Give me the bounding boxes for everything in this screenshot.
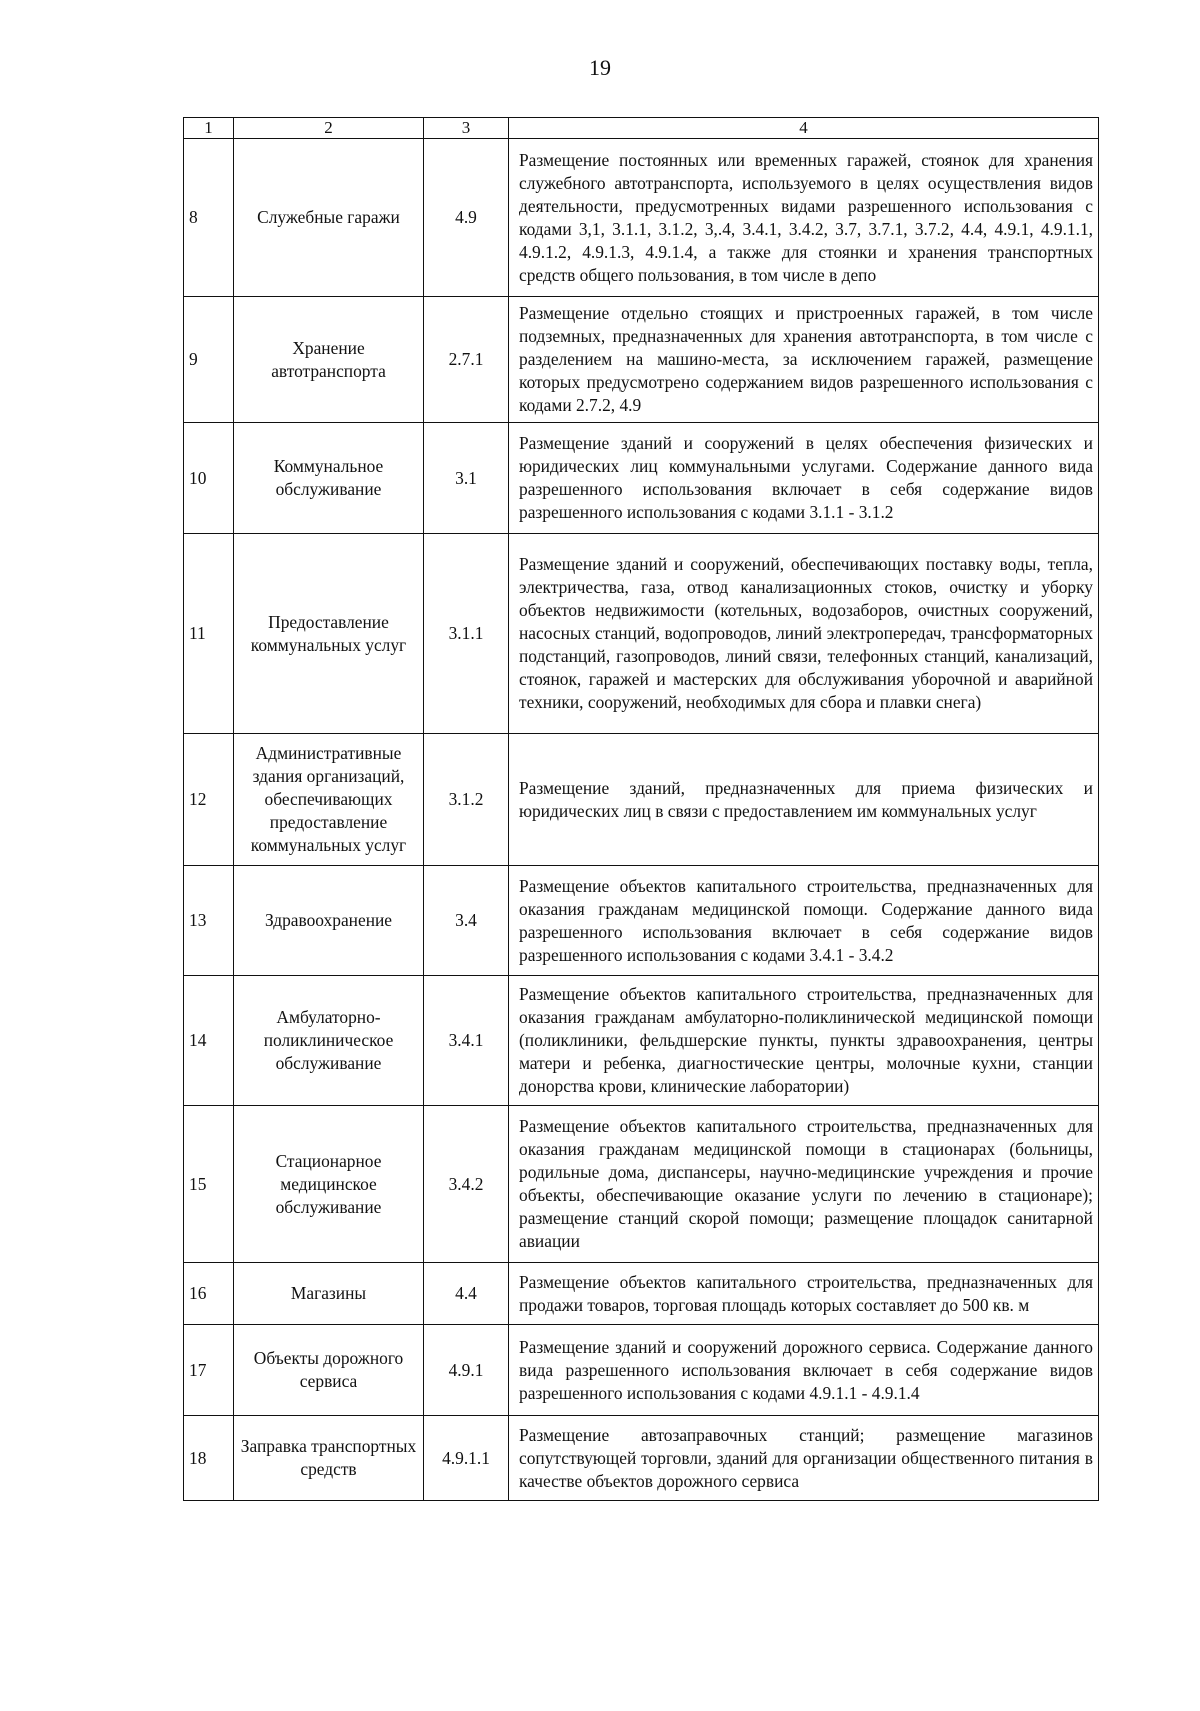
land-use-description: Размещение зданий и сооружений, обеспечивающих поставку воды, тепла, электричества, газа, отвод канализационных стоков, очистку и уборку объектов недвижимости (котельных, водозаборов, очистных сооружений, насосных станций, водопроводов, линий электропередач, трансформаторных подстанций, газопроводов, линий связи, телефонных станций, канализаций, стоянок, гаражей и мастерских для обслуживания уборочной и аварийной техники, сооружений, необходимых для сбора и плавки снега) bbox=[509, 534, 1099, 734]
land-use-code: 3.1.1 bbox=[424, 534, 509, 734]
land-use-code: 3.4 bbox=[424, 866, 509, 976]
table-row bbox=[184, 423, 1099, 534]
row-number: 13 bbox=[184, 866, 234, 976]
table-row bbox=[184, 1106, 1099, 1263]
table-row bbox=[184, 866, 1099, 976]
table-row bbox=[184, 1263, 1099, 1325]
row-number: 17 bbox=[184, 1325, 234, 1416]
land-use-code: 3.1 bbox=[424, 423, 509, 534]
land-use-name: Коммунальное обслуживание bbox=[234, 423, 424, 534]
row-number: 9 bbox=[184, 297, 234, 423]
row-number: 12 bbox=[184, 734, 234, 866]
row-number: 14 bbox=[184, 976, 234, 1106]
land-use-name: Объекты дорожного сервиса bbox=[234, 1325, 424, 1416]
header-col-1: 1 bbox=[184, 118, 234, 139]
row-number: 16 bbox=[184, 1263, 234, 1325]
table-row bbox=[184, 139, 1099, 297]
table-row bbox=[184, 1325, 1099, 1416]
header-col-2: 2 bbox=[234, 118, 424, 139]
land-use-name: Предоставление коммунальных услуг bbox=[234, 534, 424, 734]
land-use-description: Размещение постоянных или временных гаражей, стоянок для хранения служебного автотранспорта, используемого в целях осуществления видов деятельности, предусмотренных видами разрешенного использования с кодами 3,1, 3.1.1, 3.1.2, 3,.4, 3.4.1, 3.4.2, 3.7, 3.7.1, 3.7.2, 4.4, 4.9.1, 4.9.1.1, 4.9.1.2, 4.9.1.3, 4.9.1.4, а также для стоянки и хранения транспортных средств общего пользования, в том числе в депо bbox=[509, 139, 1099, 297]
table-row bbox=[184, 1416, 1099, 1501]
row-number: 11 bbox=[184, 534, 234, 734]
land-use-name: Заправка транспортных средств bbox=[234, 1416, 424, 1501]
land-use-name: Здравоохранение bbox=[234, 866, 424, 976]
land-use-code: 3.4.2 bbox=[424, 1106, 509, 1263]
land-use-name: Административные здания организаций, обеспечивающих предоставление коммунальных услуг bbox=[234, 734, 424, 866]
row-number: 10 bbox=[184, 423, 234, 534]
land-use-name: Служебные гаражи bbox=[234, 139, 424, 297]
land-use-code: 4.9 bbox=[424, 139, 509, 297]
land-use-name: Магазины bbox=[234, 1263, 424, 1325]
land-use-description: Размещение объектов капитального строительства, предназначенных для оказания гражданам амбулаторно-поликлинической медицинской помощи (поликлиники, фельдшерские пункты, пункты здравоохранения, центры матери и ребенка, диагностические центры, молочные кухни, станции донорства крови, клинические лаборатории) bbox=[509, 976, 1099, 1106]
page-number: 19 bbox=[589, 55, 611, 80]
land-use-name: Амбулаторно-поликлиническое обслуживание bbox=[234, 976, 424, 1106]
table-row bbox=[184, 297, 1099, 423]
land-use-description: Размещение автозаправочных станций; размещение магазинов сопутствующей торговли, зданий для организации общественного питания в качестве объектов дорожного сервиса bbox=[509, 1416, 1099, 1501]
row-number: 15 bbox=[184, 1106, 234, 1263]
header-col-3: 3 bbox=[424, 118, 509, 139]
land-use-code: 3.4.1 bbox=[424, 976, 509, 1106]
header-col-4: 4 bbox=[509, 118, 1099, 139]
land-use-code: 4.9.1 bbox=[424, 1325, 509, 1416]
land-use-name: Хранение автотранспорта bbox=[234, 297, 424, 423]
table-row bbox=[184, 734, 1099, 866]
table-header-row bbox=[184, 118, 1099, 139]
land-use-description: Размещение отдельно стоящих и пристроенных гаражей, в том числе подземных, предназначенных для хранения автотранспорта, в том числе с разделением на машино-места, за исключением гаражей, размещение которых предусмотрено содержанием видов разрешенного использования с кодами 2.7.2, 4.9 bbox=[509, 297, 1099, 423]
land-use-description: Размещение объектов капитального строительства, предназначенных для оказания гражданам медицинской помощи. Содержание данного вида разрешенного использования включает в себя содержание видов разрешенного использования с кодами 3.4.1 - 3.4.2 bbox=[509, 866, 1099, 976]
land-use-description: Размещение зданий и сооружений в целях обеспечения физических и юридических лиц коммунальными услугами. Содержание данного вида разрешенного использования включает в себя содержание видов разрешенного использования с кодами 3.1.1 - 3.1.2 bbox=[509, 423, 1099, 534]
land-use-name: Стационарное медицинское обслуживание bbox=[234, 1106, 424, 1263]
row-number: 8 bbox=[184, 139, 234, 297]
land-use-code: 3.1.2 bbox=[424, 734, 509, 866]
land-use-code: 2.7.1 bbox=[424, 297, 509, 423]
land-use-description: Размещение объектов капитального строительства, предназначенных для оказания гражданам медицинской помощи в стационарах (больницы, родильные дома, диспансеры, научно-медицинские учреждения и прочие объекты, обеспечивающие оказание услуги по лечению в стационаре); размещение станций скорой помощи; размещение площадок санитарной авиации bbox=[509, 1106, 1099, 1263]
land-use-table bbox=[183, 117, 1099, 1501]
table-row bbox=[184, 534, 1099, 734]
table-row bbox=[184, 976, 1099, 1106]
row-number: 18 bbox=[184, 1416, 234, 1501]
land-use-code: 4.4 bbox=[424, 1263, 509, 1325]
land-use-description: Размещение зданий и сооружений дорожного сервиса. Содержание данного вида разрешенного использования включает в себя содержание видов разрешенного использования с кодами 4.9.1.1 - 4.9.1.4 bbox=[509, 1325, 1099, 1416]
land-use-description: Размещение зданий, предназначенных для приема физических и юридических лиц в связи с предоставлением им коммунальных услуг bbox=[509, 734, 1099, 866]
land-use-description: Размещение объектов капитального строительства, предназначенных для продажи товаров, торговая площадь которых составляет до 500 кв. м bbox=[509, 1263, 1099, 1325]
land-use-code: 4.9.1.1 bbox=[424, 1416, 509, 1501]
